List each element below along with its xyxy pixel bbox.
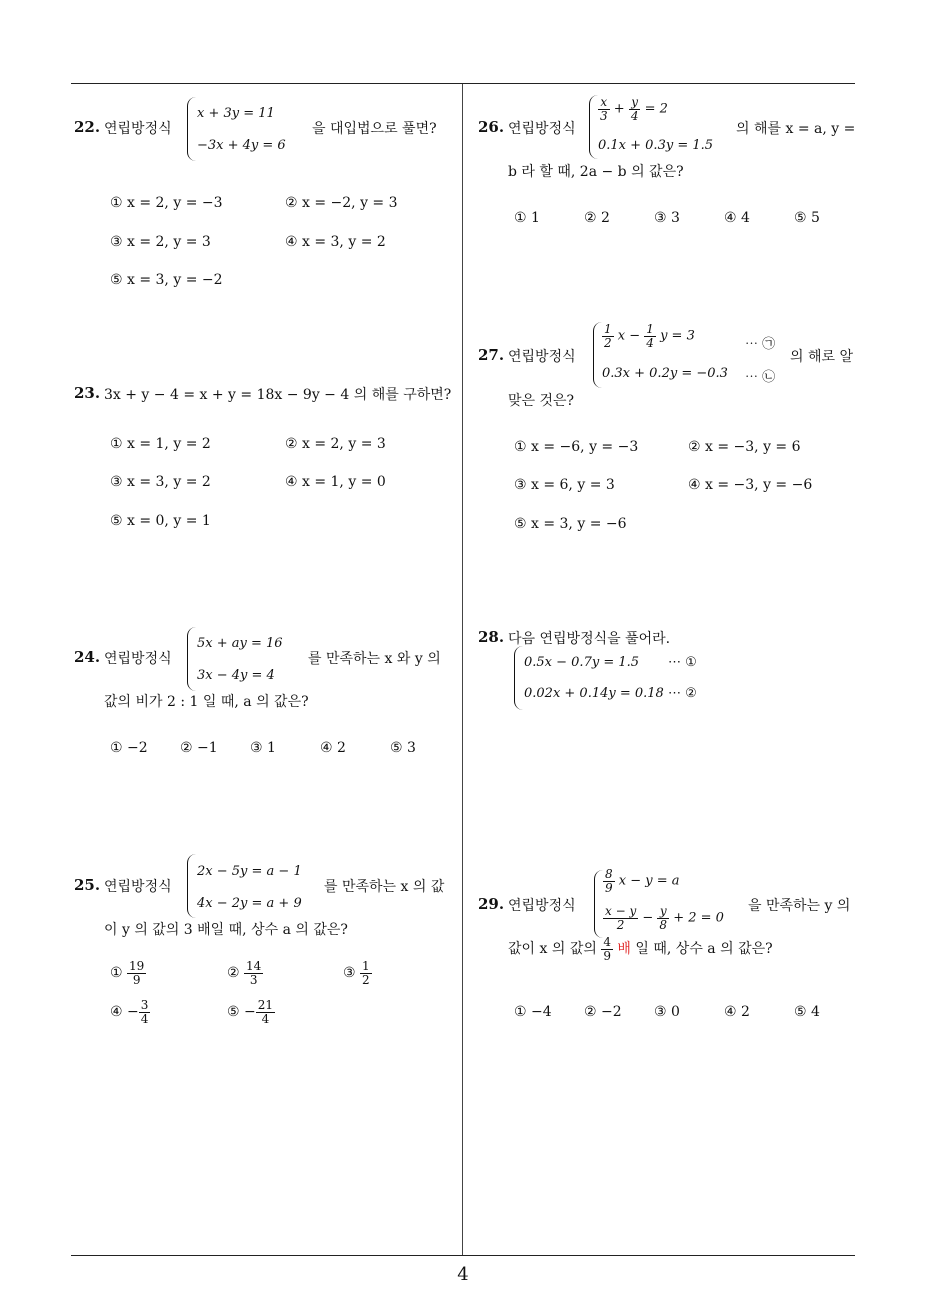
equation-brace: [187, 627, 196, 691]
option-4[interactable]: ④ 2: [724, 1004, 750, 1020]
equation-1: x + 3y = 11: [197, 106, 275, 121]
option-2[interactable]: ② 2: [584, 210, 610, 226]
equation-2-tag: ⋯ ②: [668, 686, 697, 701]
equation-1-tag: ⋯ ㉠: [745, 337, 776, 352]
option-2[interactable]: ② −2: [584, 1004, 622, 1020]
problem-suffix: 의 해를 x = a, y =: [736, 121, 856, 137]
equation-1: 2x − 5y = a − 1: [197, 864, 302, 879]
problem-suffix: 의 해로 알: [790, 349, 853, 365]
problem-prefix: 연립방정식: [508, 349, 576, 365]
option-1[interactable]: ① x = 2, y = −3: [110, 195, 223, 211]
option-2[interactable]: ② $\frac{14}{3}$: [227, 959, 262, 987]
equation-2-tag: ⋯ ㉡: [745, 370, 776, 385]
problem-number: 29.: [478, 895, 505, 913]
equation-2: 0.3x + 0.2y = −0.3: [602, 366, 728, 381]
equation-2: $\frac{x - y}{2}$ − $\frac{y}{8}$ + 2 = 0: [605, 904, 724, 932]
option-4[interactable]: ④ x = −3, y = −6: [688, 477, 813, 493]
problem-suffix: 을 만족하는 y 의: [748, 898, 851, 914]
problem-prefix: 연립방정식: [104, 879, 172, 895]
equation-1-tag: ⋯ ①: [668, 655, 697, 670]
option-1[interactable]: ① −2: [110, 740, 148, 756]
option-2[interactable]: ② x = −2, y = 3: [285, 195, 398, 211]
option-1[interactable]: ① $\frac{19}{9}$: [110, 959, 145, 987]
equation-2: 3x − 4y = 4: [197, 668, 275, 683]
problem-line-2: 이 y 의 값의 3 배일 때, 상수 a 의 값은?: [104, 922, 348, 938]
option-1[interactable]: ① x = 1, y = 2: [110, 436, 211, 452]
problem-number: 23.: [74, 384, 101, 402]
problem-prefix: 연립방정식: [104, 121, 172, 137]
option-1[interactable]: ① −4: [514, 1004, 552, 1020]
problem-suffix: 를 만족하는 x 와 y 의: [308, 651, 441, 667]
option-3[interactable]: ③ x = 3, y = 2: [110, 474, 211, 490]
equation-1: $\frac{1}{2}$ x − $\frac{1}{4}$ y = 3: [604, 322, 695, 350]
option-3[interactable]: ③ 0: [654, 1004, 680, 1020]
problem-prefix: 연립방정식: [508, 121, 576, 137]
option-2[interactable]: ② −1: [180, 740, 218, 756]
problem-number: 27.: [478, 346, 505, 364]
option-5[interactable]: ⑤ x = 0, y = 1: [110, 513, 211, 529]
option-5[interactable]: ⑤ x = 3, y = −2: [110, 272, 223, 288]
bottom-rule: [71, 1255, 855, 1256]
option-3[interactable]: ③ $\frac{1}{2}$: [343, 959, 370, 987]
option-4[interactable]: ④ x = 3, y = 2: [285, 234, 386, 250]
equation-brace: [593, 322, 602, 388]
option-4[interactable]: ④ 2: [320, 740, 346, 756]
option-4[interactable]: ④ x = 1, y = 0: [285, 474, 386, 490]
option-4[interactable]: ④ − $\frac{3}{4}$: [110, 998, 149, 1026]
problem-suffix: 를 만족하는 x 의 값: [324, 879, 445, 895]
option-3[interactable]: ③ 1: [250, 740, 276, 756]
problem-number: 24.: [74, 648, 101, 666]
problem-line-2: b 라 할 때, 2a − b 의 값은?: [508, 164, 684, 180]
page-number: 4: [457, 1264, 469, 1285]
option-5[interactable]: ⑤ − $\frac{21}{4}$: [227, 998, 274, 1026]
problem-prefix: 연립방정식: [508, 898, 576, 914]
option-5[interactable]: ⑤ 5: [794, 210, 820, 226]
equation-1: $\frac{8}{9}$ x − y = a: [605, 867, 680, 895]
equation-2: 0.02x + 0.14y = 0.18: [524, 686, 664, 701]
problem-prefix: 연립방정식: [104, 651, 172, 667]
problem-number: 22.: [74, 118, 101, 136]
equation-brace: [187, 97, 196, 161]
equation-1: $\frac{x}{3}$ + $\frac{y}{4}$ = 2: [600, 95, 668, 123]
option-1[interactable]: ① x = −6, y = −3: [514, 439, 639, 455]
option-2[interactable]: ② x = −3, y = 6: [688, 439, 801, 455]
option-5[interactable]: ⑤ 4: [794, 1004, 820, 1020]
equation-1: 5x + ay = 16: [197, 636, 283, 651]
option-5[interactable]: ⑤ x = 3, y = −6: [514, 516, 627, 532]
equation-brace: [589, 95, 598, 159]
problem-number: 26.: [478, 118, 505, 136]
equation-2: −3x + 4y = 6: [197, 138, 286, 153]
option-4[interactable]: ④ 4: [724, 210, 750, 226]
problem-number: 28.: [478, 628, 505, 646]
problem-line-2: 맞은 것은?: [508, 393, 575, 409]
option-3[interactable]: ③ 3: [654, 210, 680, 226]
option-3[interactable]: ③ x = 6, y = 3: [514, 477, 615, 493]
highlight-word: 배: [617, 941, 631, 958]
problem-suffix: 을 대입법으로 풀면?: [312, 121, 437, 137]
column-divider: [462, 84, 463, 1255]
option-3[interactable]: ③ x = 2, y = 3: [110, 234, 211, 250]
equation-1: 0.5x − 0.7y = 1.5: [524, 655, 640, 670]
equation-brace: [187, 854, 196, 918]
problem-text: 다음 연립방정식을 풀어라.: [508, 631, 671, 647]
problem-line-2: 값이 x 의 값의 $\frac{4}{9}$ 배 일 때, 상수 a 의 값은?: [508, 935, 773, 963]
problem-text: 3x + y − 4 = x + y = 18x − 9y − 4 의 해를 구하면?: [104, 387, 452, 403]
equation-2: 4x − 2y = a + 9: [197, 896, 302, 911]
top-rule: [71, 83, 855, 84]
option-2[interactable]: ② x = 2, y = 3: [285, 436, 386, 452]
problem-number: 25.: [74, 876, 101, 894]
problem-line-2: 값의 비가 2 : 1 일 때, a 의 값은?: [104, 694, 309, 710]
equation-brace: [514, 646, 523, 710]
option-5[interactable]: ⑤ 3: [390, 740, 416, 756]
equation-brace: [594, 870, 603, 938]
equation-2: 0.1x + 0.3y = 1.5: [598, 138, 714, 153]
option-1[interactable]: ① 1: [514, 210, 540, 226]
